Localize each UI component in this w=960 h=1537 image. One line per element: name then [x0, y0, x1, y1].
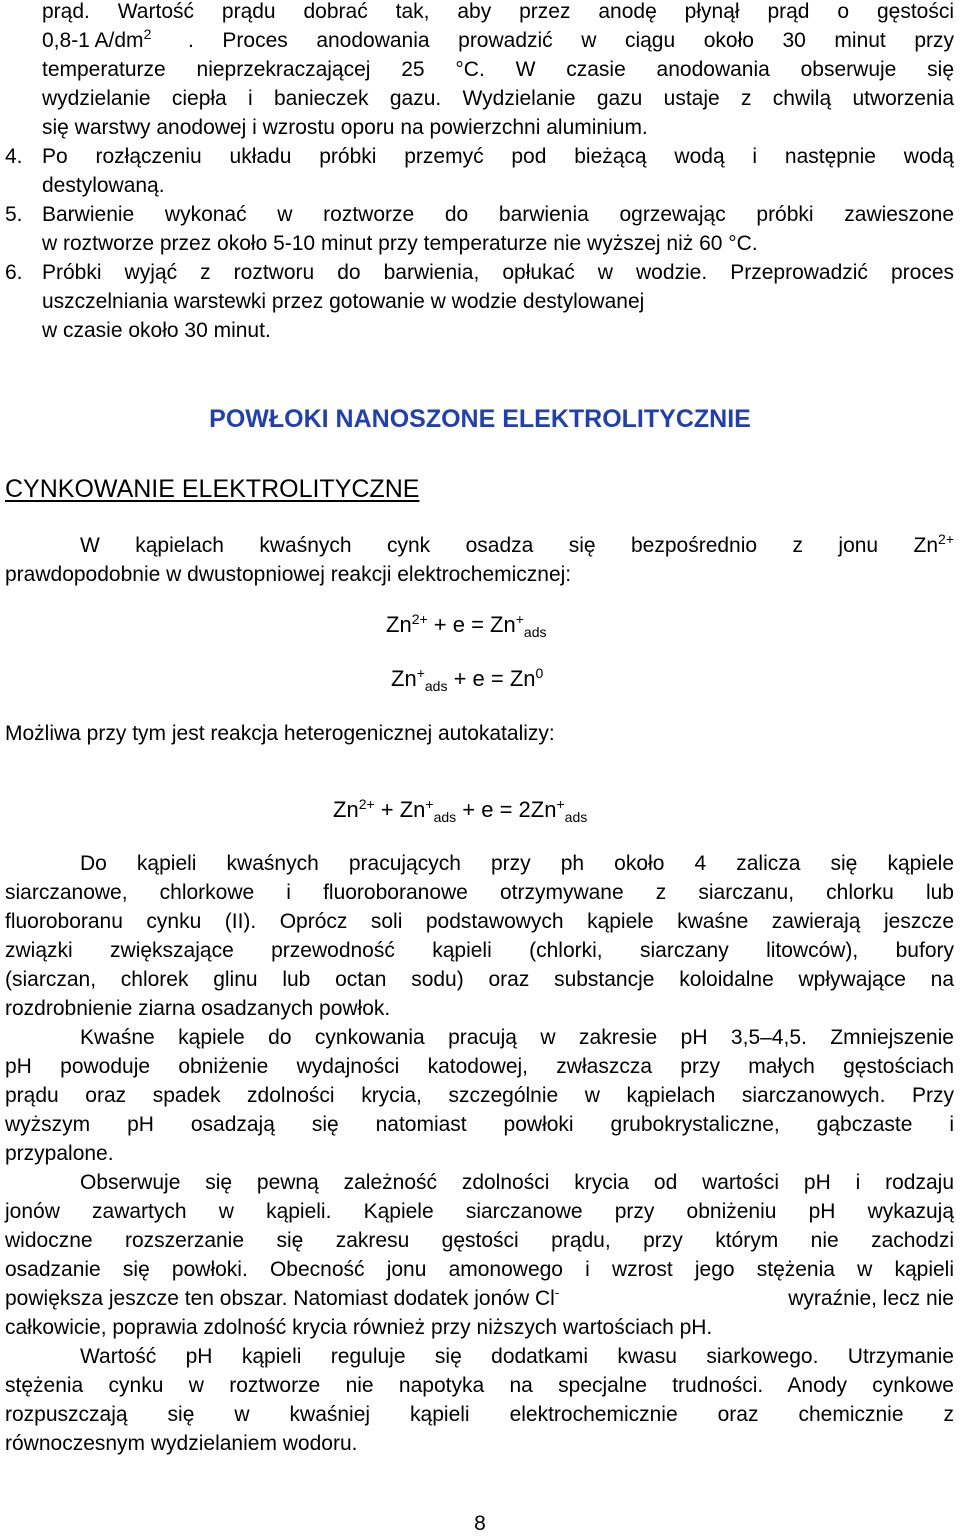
page-number: 8: [474, 1512, 486, 1535]
text-line: wyższym pH osadzają się natomiast powłoki grubokrystaliczne, gąbczaste i: [5, 1113, 954, 1136]
list-number: 5.: [5, 203, 23, 226]
text-line: siarczanowe, chlorkowe i fluoroboranowe otrzymywane z siarczanu, chlorku lub: [5, 881, 954, 904]
text-line: pH powoduje obniżenie wydajności katodowej, zwłaszcza przy małych gęstościach: [5, 1055, 954, 1078]
text-line: powiększa jeszcze ten obszar. Natomiast dodatek jonów Cl- wyraźnie, lecz nie: [5, 1284, 954, 1310]
text-line: się warstwy anodowej i wzrostu oporu na powierzchni aluminium.: [42, 116, 648, 139]
text-line: w czasie około 30 minut.: [42, 319, 271, 342]
text-line: osadzanie się powłoki. Obecność jonu amonowego i wzrost jego stężenia w kąpieli: [5, 1258, 954, 1281]
text-line: W kąpielach kwaśnych cynk osadza się bezpośrednio z jonu $Zn^{2+}$: [80, 531, 954, 557]
text-line: prądu oraz spadek zdolności krycia, szczególnie w kąpielach siarczanowych. Przy: [5, 1084, 954, 1107]
text-line: Kwaśne kąpiele do cynkowania pracują w zakresie pH 3,5–4,5. Zmniejszenie: [80, 1026, 954, 1049]
text-line: przypalone.: [5, 1142, 114, 1165]
text-line: Możliwa przy tym jest reakcja heterogenicznej autokatalizy:: [5, 722, 555, 745]
text-line: rozpuszczają się w kwaśniej kąpieli elektrochemicznie oraz chemicznie z: [5, 1403, 954, 1426]
text-line: Obserwuje się pewną zależność zdolności krycia od wartości pH i rodzaju: [80, 1171, 954, 1194]
text-line: uszczelniania warstewki przez gotowanie w wodzie destylowanej: [42, 290, 645, 313]
text-line: związki zwiększające przewodność kąpieli (chlorki, siarczany litowców), bufory: [5, 939, 954, 962]
text-line: . Proces anodowania prowadzić w ciągu około 30 minut przy: [188, 29, 954, 52]
equation-2: $Zn^+_{ads} + e = Zn^0$: [391, 665, 544, 694]
text-line: jonów zawartych w kąpieli. Kąpiele siarczanowe przy obniżeniu pH wykazują: [5, 1200, 954, 1223]
text-line: równoczesnym wydzielaniem wodoru.: [5, 1432, 358, 1455]
text-line: destylowaną.: [42, 174, 165, 197]
equation-1: $Zn^{2+} + e = Zn^+_{ads}$: [386, 611, 547, 640]
text-line: rozdrobnienie ziarna osadzanych powłok.: [5, 997, 391, 1020]
text-line: Barwienie wykonać w roztworze do barwienia ogrzewając próbki zawieszone: [42, 203, 954, 226]
equation-3: $Zn^{2+} + Zn^+_{ads} + e = 2Zn^+_{ads}$: [333, 796, 588, 825]
text-line: prąd. Wartość prądu dobrać tak, aby przez anodę płynął prąd o gęstości: [42, 0, 954, 23]
list-number: 4.: [5, 145, 23, 168]
text-line: 0,8-1 $A/dm^2$: [42, 26, 152, 52]
subsection-title: CYNKOWANIE ELEKTROLITYCZNE: [5, 475, 420, 503]
text-line: fluoroboranu cynku (II). Oprócz soli podstawowych kąpiele kwaśne zawierają jeszcze: [5, 910, 954, 933]
list-number: 6.: [5, 261, 23, 284]
text-line: (siarczan, chlorek glinu lub octan sodu) oraz substancje koloidalne wpływające na: [5, 968, 954, 991]
text-line: Po rozłączeniu układu próbki przemyć pod bieżącą wodą i następnie wodą: [42, 145, 954, 168]
text-line: prawdopodobnie w dwustopniowej reakcji elektrochemicznej:: [5, 563, 572, 586]
text-line: wydzielanie ciepła i banieczek gazu. Wydzielanie gazu ustaje z chwilą utworzenia: [42, 87, 954, 110]
text-line: temperaturze nieprzekraczającej 25 °C. W czasie anodowania obserwuje się: [42, 58, 954, 81]
text-line: w roztworze przez około 5-10 minut przy temperaturze nie wyższej niż 60 °C.: [42, 232, 758, 255]
text-line: widoczne rozszerzanie się zakresu gęstości prądu, przy którym nie zachodzi: [5, 1229, 954, 1252]
text-line: Próbki wyjąć z roztworu do barwienia, opłukać w wodzie. Przeprowadzić proces: [42, 261, 954, 284]
text-line: całkowicie, poprawia zdolność krycia również przy niższych wartościach pH.: [5, 1316, 713, 1339]
text-line: stężenia cynku w roztworze nie napotyka na specjalne trudności. Anody cynkowe: [5, 1374, 954, 1397]
section-title: POWŁOKI NANOSZONE ELEKTROLITYCZNIE: [209, 405, 751, 433]
text-line: Wartość pH kąpieli reguluje się dodatkami kwasu siarkowego. Utrzymanie: [80, 1345, 954, 1368]
text-line: Do kąpieli kwaśnych pracujących przy ph około 4 zalicza się kąpiele: [80, 852, 954, 875]
